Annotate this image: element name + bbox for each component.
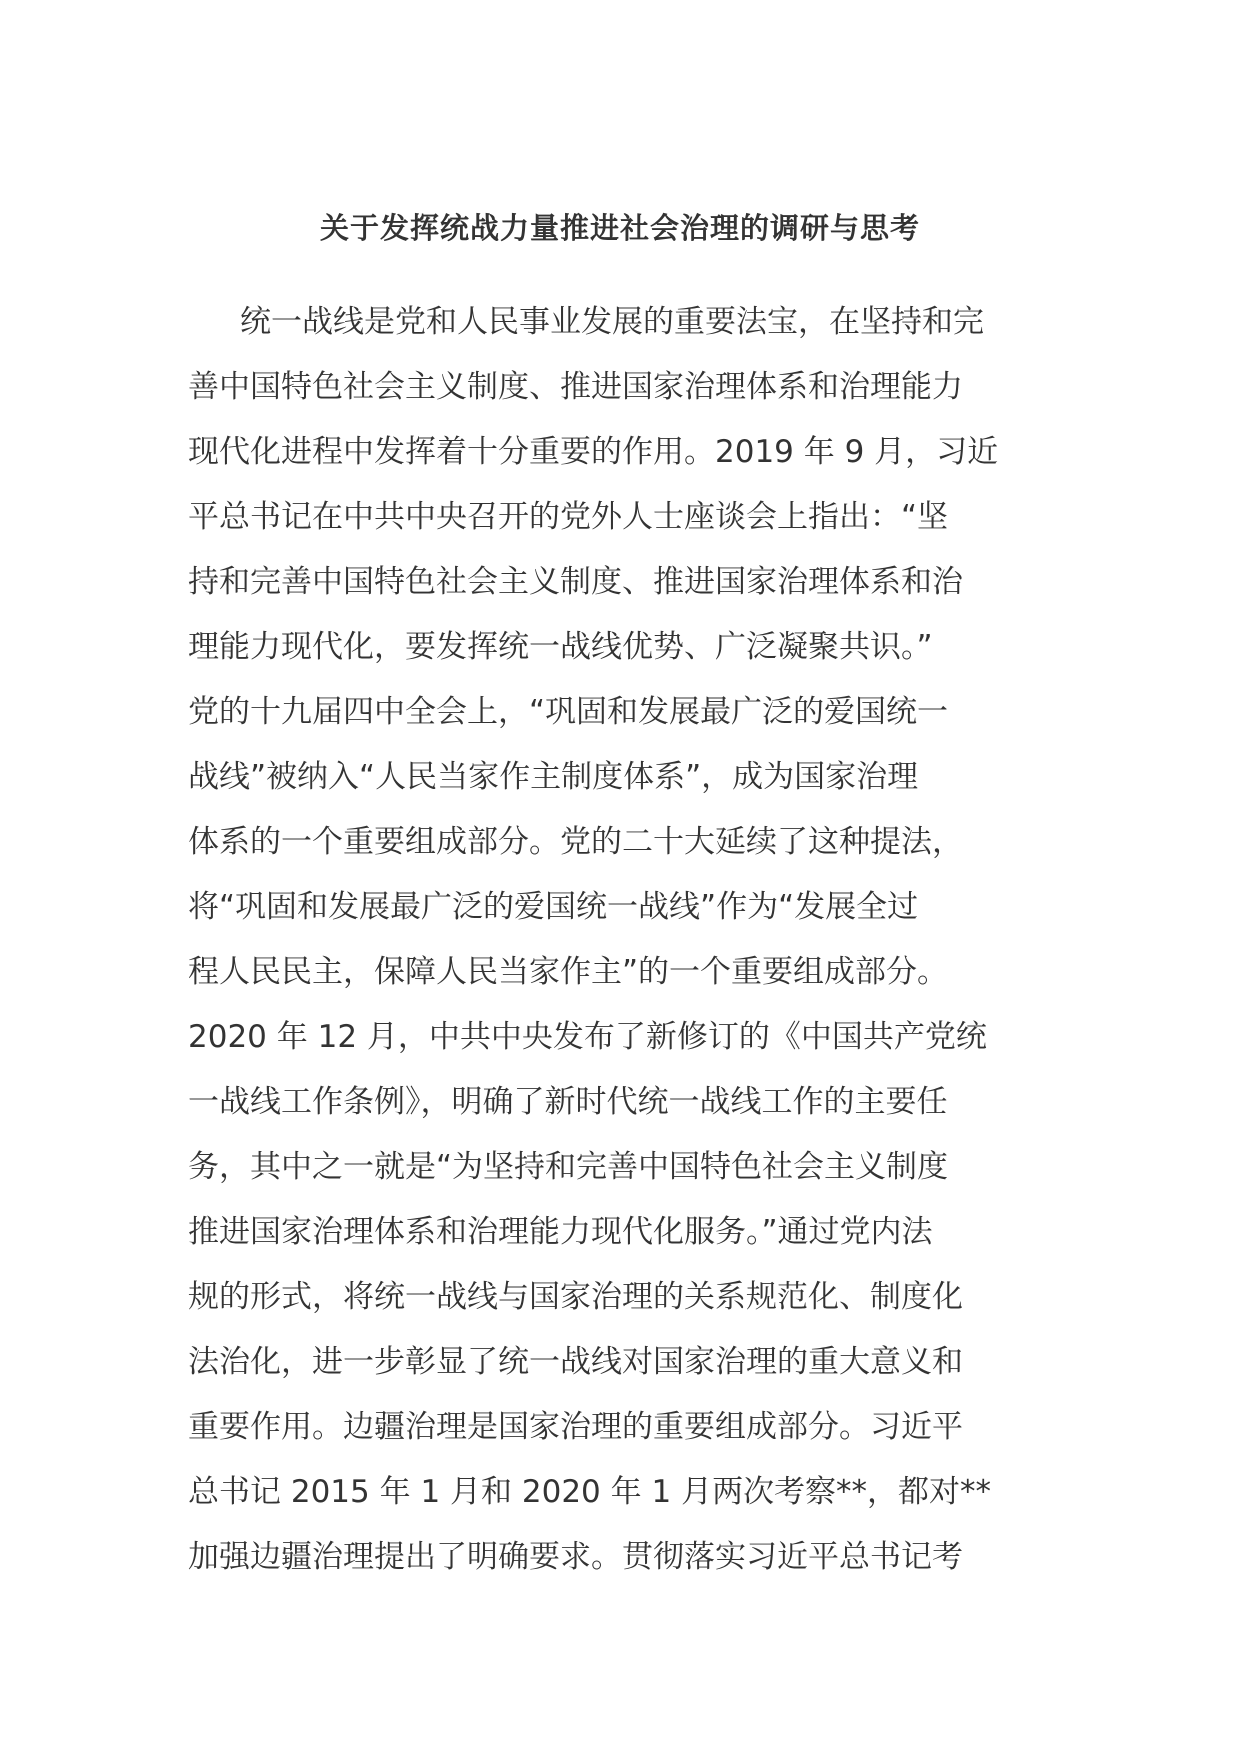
body-line: 规的形式，将统一战线与国家治理的关系规范化、制度化 bbox=[188, 1279, 963, 1315]
body-line: 总书记 2015 年 1 月和 2020 年 1 月两次考察**，都对** bbox=[188, 1474, 992, 1510]
body-line: 将“巩固和发展最广泛的爱国统一战线”作为“发展全过 bbox=[188, 889, 919, 925]
body-line: 推进国家治理体系和治理能力现代化服务。”通过党内法 bbox=[188, 1214, 933, 1250]
document-body bbox=[188, 290, 1068, 1590]
body-line: 持和完善中国特色社会主义制度、推进国家治理体系和治 bbox=[188, 564, 963, 600]
body-line: 理能力现代化，要发挥统一战线优势、广泛凝聚共识。” bbox=[188, 629, 933, 665]
body-line: 统一战线是党和人民事业发展的重要法宝，在坚持和完 bbox=[240, 304, 984, 340]
document-title: 关于发挥统战力量推进社会治理的调研与思考 bbox=[319, 211, 920, 245]
body-line: 现代化进程中发挥着十分重要的作用。2019 年 9 月，习近 bbox=[188, 434, 999, 470]
body-line: 务，其中之一就是“为坚持和完善中国特色社会主义制度 bbox=[188, 1149, 949, 1185]
body-line: 党的十九届四中全会上，“巩固和发展最广泛的爱国统一 bbox=[188, 694, 949, 730]
body-line: 程人民民主，保障人民当家作主”的一个重要组成部分。 bbox=[188, 954, 949, 990]
body-line: 一战线工作条例》，明确了新时代统一战线工作的主要任 bbox=[188, 1084, 948, 1120]
body-line: 法治化，进一步彰显了统一战线对国家治理的重大意义和 bbox=[188, 1344, 963, 1380]
body-line: 平总书记在中共中央召开的党外人士座谈会上指出：“坚 bbox=[188, 499, 949, 535]
body-line: 战线”被纳入“人民当家作主制度体系”，成为国家治理 bbox=[188, 759, 919, 795]
body-line: 2020 年 12 月，中共中央发布了新修订的《中国共产党统 bbox=[188, 1019, 987, 1055]
body-line: 善中国特色社会主义制度、推进国家治理体系和治理能力 bbox=[188, 369, 963, 405]
body-line: 加强边疆治理提出了明确要求。贯彻落实习近平总书记考 bbox=[188, 1539, 963, 1575]
body-line: 重要作用。边疆治理是国家治理的重要组成部分。习近平 bbox=[188, 1409, 963, 1445]
body-line: 体系的一个重要组成部分。党的二十大延续了这种提法， bbox=[188, 824, 963, 860]
